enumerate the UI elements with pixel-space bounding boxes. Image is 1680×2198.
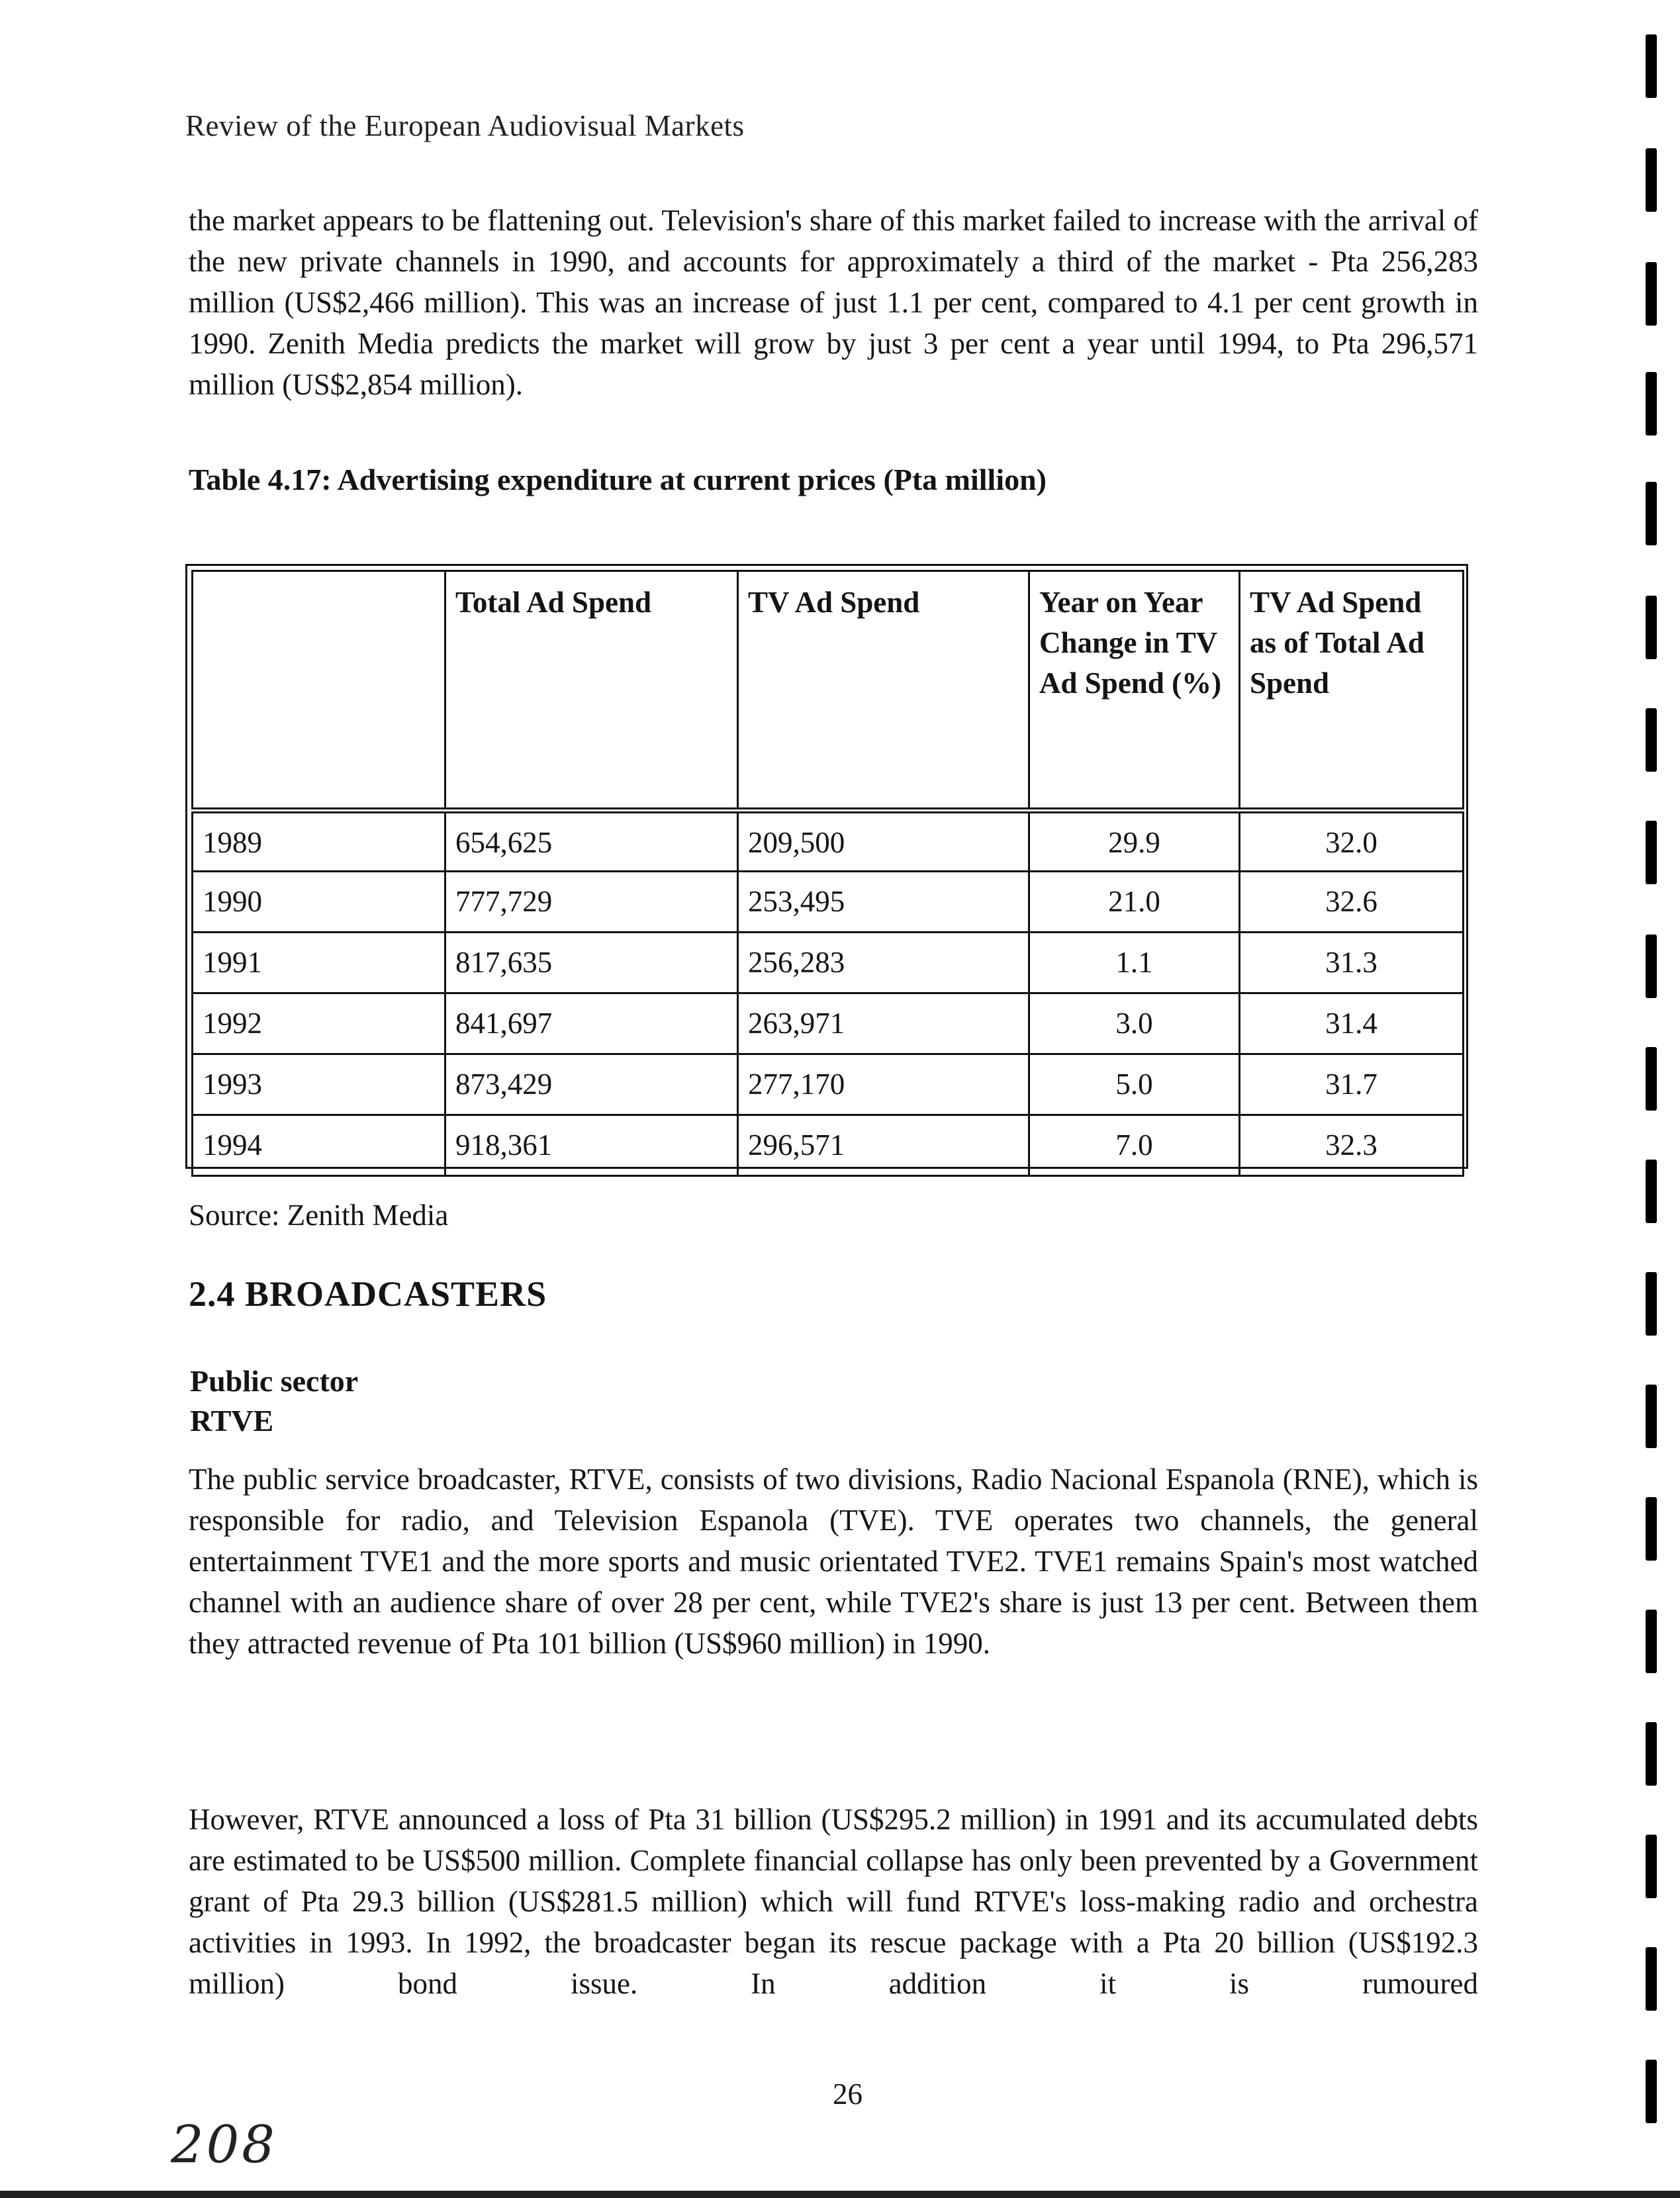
cell-share: 32.3 <box>1240 1115 1464 1176</box>
table-title: Table 4.17: Advertising expenditure at current prices (Pta million) <box>189 463 1047 496</box>
binder-mark <box>1646 1160 1657 1223</box>
cell-tv: 256,283 <box>738 933 1029 993</box>
subsection-heading: Public sector <box>190 1364 359 1398</box>
section-heading: 2.4 BROADCASTERS <box>189 1274 547 1314</box>
table-source: Source: Zenith Media <box>189 1199 449 1232</box>
cell-tv: 263,971 <box>738 993 1029 1054</box>
cell-yoy: 5.0 <box>1029 1054 1240 1115</box>
binder-mark <box>1646 596 1657 659</box>
header-total-ad-spend: Total Ad Spend <box>445 571 738 811</box>
cell-total: 817,635 <box>445 933 738 993</box>
cell-yoy: 21.0 <box>1029 872 1240 933</box>
binder-mark <box>1646 2060 1657 2123</box>
scan-bottom-edge <box>0 2191 1680 2198</box>
cell-total: 777,729 <box>445 872 738 933</box>
header-year <box>193 571 445 811</box>
cell-yoy: 3.0 <box>1029 993 1240 1054</box>
header-tv-ad-spend: TV Ad Spend <box>738 571 1029 811</box>
cell-total: 873,429 <box>445 1054 738 1115</box>
binder-mark <box>1646 1722 1657 1786</box>
binder-mark <box>1646 482 1657 545</box>
header-tv-share: TV Ad Spend as of Total Ad Spend <box>1240 571 1464 811</box>
table-header-row <box>193 571 1464 811</box>
cell-share: 32.6 <box>1240 872 1464 933</box>
cell-total: 918,361 <box>445 1115 738 1176</box>
binder-mark <box>1646 708 1657 772</box>
header-yoy-change: Year on Year Change in TV Ad Spend (%) <box>1029 571 1240 811</box>
table-row <box>193 872 1464 933</box>
intro-paragraph: the market appears to be flattening out. Television's share of this market failed to increase with the arrival of the new private channels in 1990, and accounts for approximately a third of the market - Pta 256,283 million (US$2,466 million). This was an increase of just 1.1 per cent, compared to 4.1 per cent growth in 1990. Zenith Media predicts the market will grow by just 3 per cent a year until 1994, to Pta 296,571 million (US$2,854 million). <box>189 204 1478 401</box>
cell-yoy: 7.0 <box>1029 1115 1240 1176</box>
cell-tv: 253,495 <box>738 872 1029 933</box>
cell-share: 31.3 <box>1240 933 1464 993</box>
table-row <box>193 1115 1464 1176</box>
binder-mark <box>1646 821 1657 884</box>
binder-mark <box>1646 148 1657 212</box>
cell-year: 1992 <box>193 993 445 1054</box>
binder-mark <box>1646 262 1657 326</box>
cell-tv: 296,571 <box>738 1115 1029 1176</box>
binder-mark <box>1646 34 1657 98</box>
cell-yoy: 29.9 <box>1029 811 1240 872</box>
cell-yoy: 1.1 <box>1029 933 1240 993</box>
handwritten-page-note: 208 <box>171 2115 277 2175</box>
rtve-heading: RTVE <box>190 1404 274 1438</box>
rtve-paragraph-1: The public service broadcaster, RTVE, consists of two divisions, Radio Nacional Espanola (RNE), which is responsible for radio, and Television Espanola (TVE). TVE operates two channels, the general entertainment TVE1 and the more sports and music orientated TVE2. TVE1 remains Spain's most watched channel with an audience share of over 28 per cent, while TVE2's share is just 13 per cent. Between them they attracted revenue of Pta 101 billion (US$960 million) in 1990. <box>189 1463 1478 1660</box>
table-row <box>193 993 1464 1054</box>
cell-year: 1993 <box>193 1054 445 1115</box>
binder-mark <box>1646 1610 1657 1673</box>
cell-year: 1994 <box>193 1115 445 1176</box>
cell-share: 32.0 <box>1240 811 1464 872</box>
binder-mark <box>1646 372 1657 435</box>
cell-year: 1991 <box>193 933 445 993</box>
table-row <box>193 811 1464 872</box>
running-head: Review of the European Audiovisual Markets <box>185 109 745 142</box>
binder-mark <box>1646 1497 1657 1561</box>
binder-mark <box>1646 1835 1657 1898</box>
table-row <box>193 933 1464 993</box>
cell-share: 31.4 <box>1240 993 1464 1054</box>
ad-expenditure-table-grid <box>191 570 1464 1177</box>
cell-total: 654,625 <box>445 811 738 872</box>
binder-mark <box>1646 1385 1657 1448</box>
cell-year: 1990 <box>193 872 445 933</box>
cell-tv: 209,500 <box>738 811 1029 872</box>
table-row <box>193 1054 1464 1115</box>
cell-total: 841,697 <box>445 993 738 1054</box>
binder-mark <box>1646 1947 1657 2011</box>
ad-expenditure-table <box>185 564 1468 1169</box>
page-number: 26 <box>833 2078 863 2111</box>
binder-mark <box>1646 935 1657 998</box>
cell-share: 31.7 <box>1240 1054 1464 1115</box>
binder-mark <box>1646 1047 1657 1111</box>
binder-mark <box>1646 1272 1657 1336</box>
rtve-paragraph-2: However, RTVE announced a loss of Pta 31 billion (US$295.2 million) in 1991 and its accumulated debts are estimated to be US$500 million. Complete financial collapse has only been prevented by a Government grant of Pta 29.3 billion (US$281.5 million) which will fund RTVE's loss-making radio and orchestra activities in 1993. In 1992, the broadcaster began its rescue package with a Pta 20 billion (US$192.3 million) bond issue. In addition it is rumoured <box>189 1803 1478 2000</box>
cell-year: 1989 <box>193 811 445 872</box>
cell-tv: 277,170 <box>738 1054 1029 1115</box>
